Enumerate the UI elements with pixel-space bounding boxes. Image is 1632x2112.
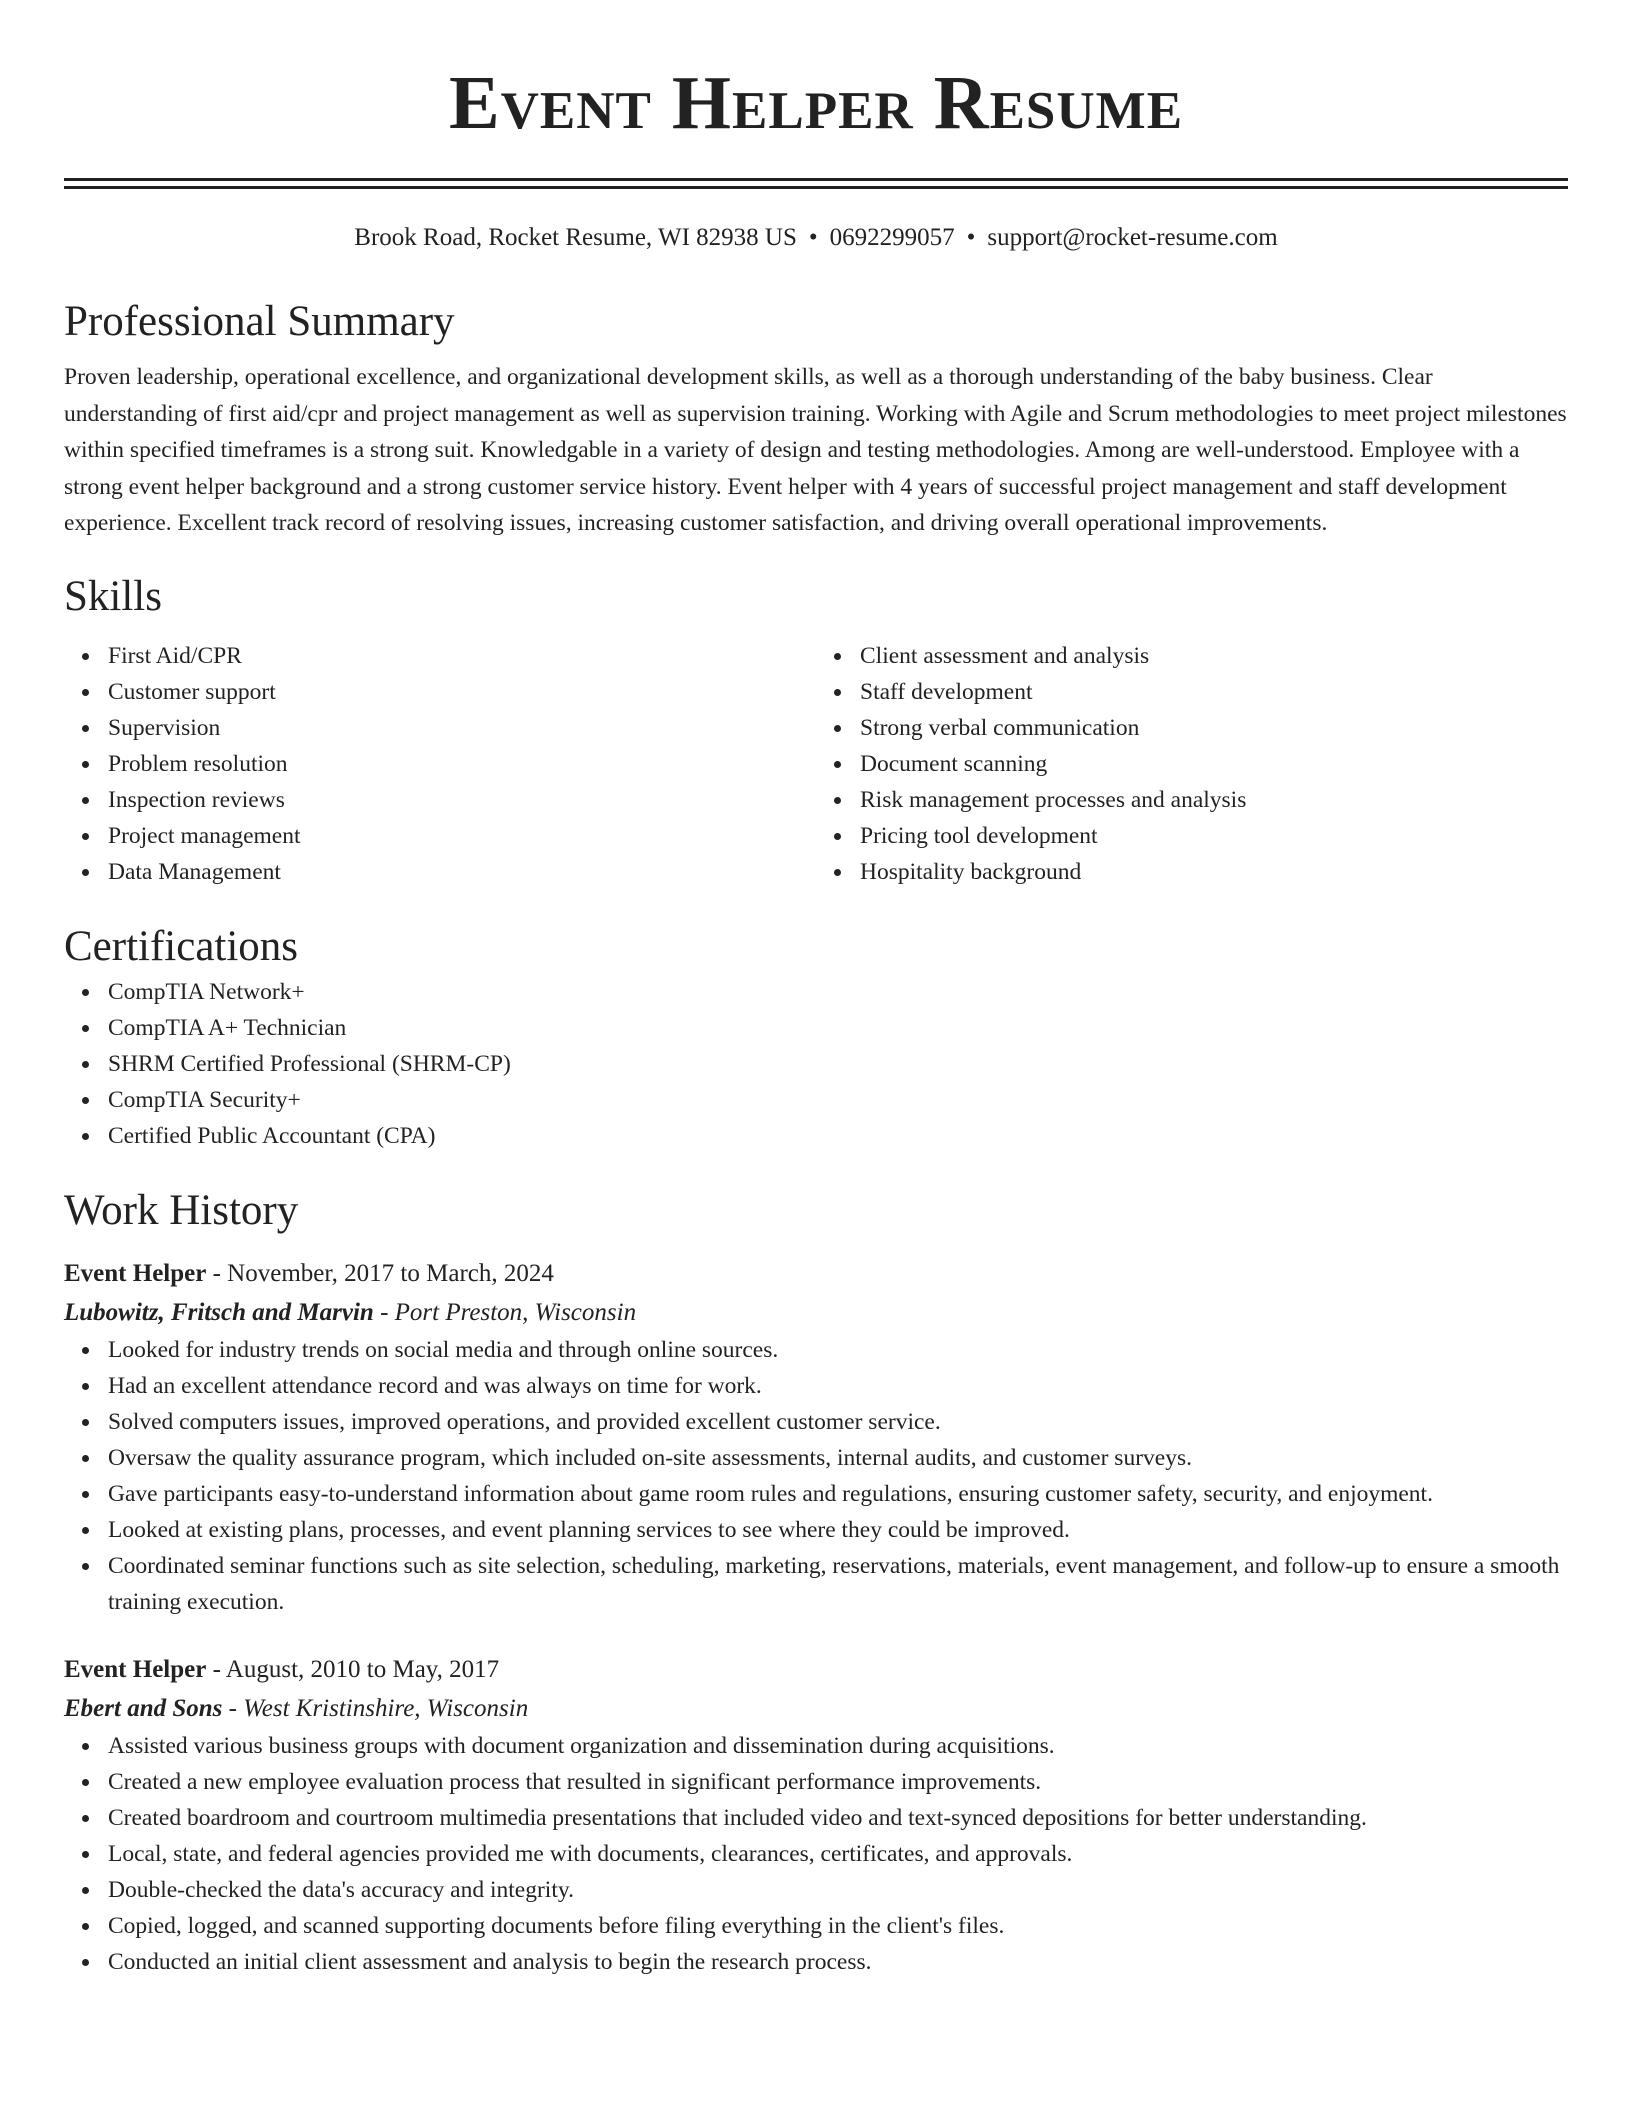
skill-item: Customer support [108, 674, 816, 710]
work-history-section [64, 1184, 1568, 1980]
duty-item: Oversaw the quality assurance program, which included on-site assessments, internal audits, and customer surveys. [108, 1440, 1568, 1476]
skills-section [64, 570, 1568, 890]
job-entry [64, 1254, 1568, 1620]
summary-heading: Professional Summary [64, 298, 455, 345]
job-duties-list [64, 1728, 1568, 1980]
skill-item: Staff development [860, 674, 1568, 710]
certification-item: CompTIA Security+ [108, 1082, 1568, 1118]
professional-summary-section [64, 295, 1568, 542]
skills-grid [64, 638, 1568, 890]
job-title: Event Helper [64, 1259, 207, 1287]
duty-item: Copied, logged, and scanned supporting documents before filing everything in the client's files. [108, 1908, 1568, 1944]
skill-item: Pricing tool development [860, 818, 1568, 854]
skill-item: Risk management processes and analysis [860, 782, 1568, 818]
job-company: Ebert and Sons [64, 1694, 223, 1722]
certification-item: SHRM Certified Professional (SHRM-CP) [108, 1046, 1568, 1082]
job-title-line [64, 1650, 1568, 1690]
skills-list-left [64, 638, 816, 890]
certification-item: CompTIA A+ Technician [108, 1010, 1568, 1046]
skill-item: Document scanning [860, 746, 1568, 782]
skill-item: Problem resolution [108, 746, 816, 782]
job-location: - Port Preston, Wisconsin [373, 1298, 637, 1326]
contact-line [64, 221, 1568, 255]
duty-item: Conducted an initial client assessment and analysis to begin the research process. [108, 1944, 1568, 1980]
skill-item: Data Management [108, 854, 816, 890]
certifications-section [64, 920, 1568, 1154]
duty-item: Looked at existing plans, processes, and event planning services to see where they could be improved. [108, 1512, 1568, 1548]
duty-item: Created a new employee evaluation process that resulted in significant performance improvements. [108, 1764, 1568, 1800]
skills-list-right [816, 638, 1568, 890]
job-title: Event Helper [64, 1655, 207, 1683]
duty-item: Assisted various business groups with document organization and dissemination during acquisitions. [108, 1728, 1568, 1764]
skill-item: Inspection reviews [108, 782, 816, 818]
contact-email: support@rocket-resume.com [987, 224, 1278, 251]
summary-text: Proven leadership, operational excellence, and organizational development skills, as well as a thorough understanding of the baby business. Clear understanding of first aid/cpr and project management as well as supervision training. Working with Agile and Scrum methodologies to meet project milestones within specified timeframes is a strong suit. Knowledgable in a variety of design and testing methodologies. Among are well-understood. Employee with a strong event helper background and a strong customer service history. Event helper with 4 years of successful project management and staff development experience. Excellent track record of resolving issues, increasing customer satisfaction, and driving overall operational improvements. [64, 364, 1567, 536]
duty-item: Created boardroom and courtroom multimedia presentations that included video and text-synced depositions for better understanding. [108, 1800, 1568, 1836]
certifications-list [64, 974, 1568, 1154]
contact-address: Brook Road, Rocket Resume, WI 82938 US [354, 224, 797, 251]
job-dates: - November, 2017 to March, 2024 [206, 1259, 554, 1287]
certification-item: CompTIA Network+ [108, 974, 1568, 1010]
duty-item: Local, state, and federal agencies provided me with documents, clearances, certificates, and approvals. [108, 1836, 1568, 1872]
skill-item: First Aid/CPR [108, 638, 816, 674]
duty-item: Solved computers issues, improved operations, and provided excellent customer service. [108, 1404, 1568, 1440]
certifications-heading: Certifications [64, 922, 299, 970]
skill-item: Supervision [108, 710, 816, 746]
job-company-line [64, 1294, 1568, 1332]
job-location: - West Kristinshire, Wisconsin [222, 1694, 529, 1722]
resume-title: Event Helper Resume [448, 61, 1184, 145]
contact-phone: 0692299057 [829, 224, 955, 251]
job-company: Lubowitz, Fritsch and Marvin [64, 1298, 374, 1326]
duty-item: Looked for industry trends on social media and through online sources. [108, 1332, 1568, 1368]
duty-item: Had an excellent attendance record and was always on time for work. [108, 1368, 1568, 1404]
job-entry [64, 1650, 1568, 1980]
duty-item: Double-checked the data's accuracy and integrity. [108, 1872, 1568, 1908]
duty-item: Coordinated seminar functions such as site selection, scheduling, marketing, reservations, materials, event management, and follow-up to ensure a smooth training execution. [108, 1548, 1568, 1620]
skills-heading: Skills [64, 572, 162, 620]
job-company-line [64, 1690, 1568, 1728]
job-dates: - August, 2010 to May, 2017 [206, 1655, 500, 1683]
title-double-rule [64, 178, 1568, 189]
contact-separator: • [966, 224, 976, 251]
skill-item: Project management [108, 818, 816, 854]
skill-item: Strong verbal communication [860, 710, 1568, 746]
duty-item: Gave participants easy-to-understand information about game room rules and regulations, ensuring customer safety, security, and enjoyment. [108, 1476, 1568, 1512]
job-title-line [64, 1254, 1568, 1294]
job-duties-list [64, 1332, 1568, 1620]
contact-separator: • [808, 224, 818, 251]
skill-item: Hospitality background [860, 854, 1568, 890]
skill-item: Client assessment and analysis [860, 638, 1568, 674]
work-history-heading: Work History [64, 1186, 299, 1234]
certification-item: Certified Public Accountant (CPA) [108, 1118, 1568, 1154]
